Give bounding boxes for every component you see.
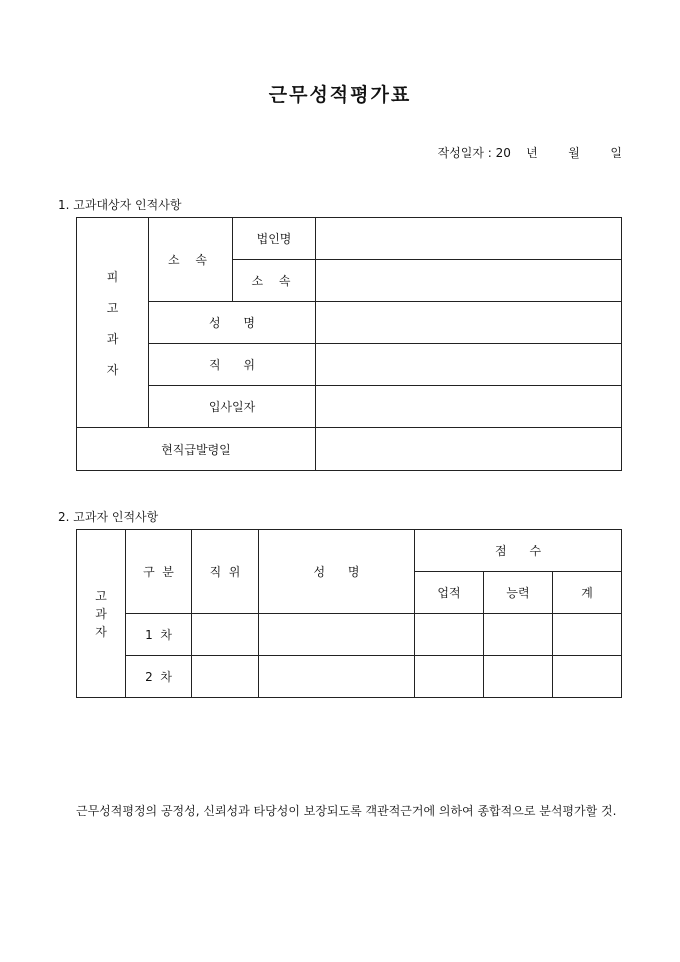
round-2-total-field[interactable] (553, 656, 622, 698)
department-label: 소 속 (233, 260, 316, 302)
section1-heading: 1. 고과대상자 인적사항 (58, 198, 182, 212)
side-char: 피 (106, 269, 119, 284)
hire-date-field[interactable] (316, 386, 622, 428)
round-1-ability-field[interactable] (484, 614, 553, 656)
round-2-ability-field[interactable] (484, 656, 553, 698)
side-char: 과 (95, 606, 107, 621)
appointment-date-field[interactable] (316, 428, 622, 471)
side-char: 고 (95, 588, 107, 603)
round-1-total-field[interactable] (553, 614, 622, 656)
round-2-label: 2 차 (126, 656, 192, 698)
score-header: 점 수 (415, 530, 622, 572)
round-1-position-field[interactable] (192, 614, 259, 656)
evaluation-note: 근무성적평정의 공정성, 신뢰성과 타당성이 보장되도록 객관적근거에 의하여 종합적으로 분석평가할 것. (76, 804, 617, 818)
round-2-performance-field[interactable] (415, 656, 484, 698)
position-field[interactable] (316, 344, 622, 386)
company-name-label: 법인명 (233, 218, 316, 260)
side-char: 과 (106, 331, 119, 346)
date-line: 작성일자 : 20 년 월 일 (437, 146, 622, 160)
name-label: 성 명 (149, 302, 316, 344)
total-header: 계 (553, 572, 622, 614)
document-title: 근무성적평가표 (268, 84, 412, 106)
round-1-performance-field[interactable] (415, 614, 484, 656)
name-header: 성 명 (259, 530, 415, 614)
hire-date-label: 입사일자 (149, 386, 316, 428)
position-label: 직 위 (149, 344, 316, 386)
position-header: 직 위 (192, 530, 259, 614)
side-char: 자 (106, 362, 119, 377)
evaluator-info-table (76, 529, 622, 698)
evaluator-side-label (77, 530, 126, 698)
appointment-date-label: 현직급발령일 (77, 428, 316, 471)
division-header: 구 분 (126, 530, 192, 614)
company-name-field[interactable] (316, 218, 622, 260)
performance-header: 업적 (415, 572, 484, 614)
name-field[interactable] (316, 302, 622, 344)
affiliation-group-label: 소 속 (149, 218, 233, 302)
side-char: 고 (106, 300, 119, 315)
round-2-position-field[interactable] (192, 656, 259, 698)
round-1-name-field[interactable] (259, 614, 415, 656)
side-char: 자 (95, 624, 107, 639)
section2-heading: 2. 고과자 인적사항 (58, 510, 159, 524)
evaluatee-side-label (77, 218, 149, 428)
round-2-name-field[interactable] (259, 656, 415, 698)
evaluatee-info-table (76, 217, 622, 471)
ability-header: 능력 (484, 572, 553, 614)
round-1-label: 1 차 (126, 614, 192, 656)
department-field[interactable] (316, 260, 622, 302)
